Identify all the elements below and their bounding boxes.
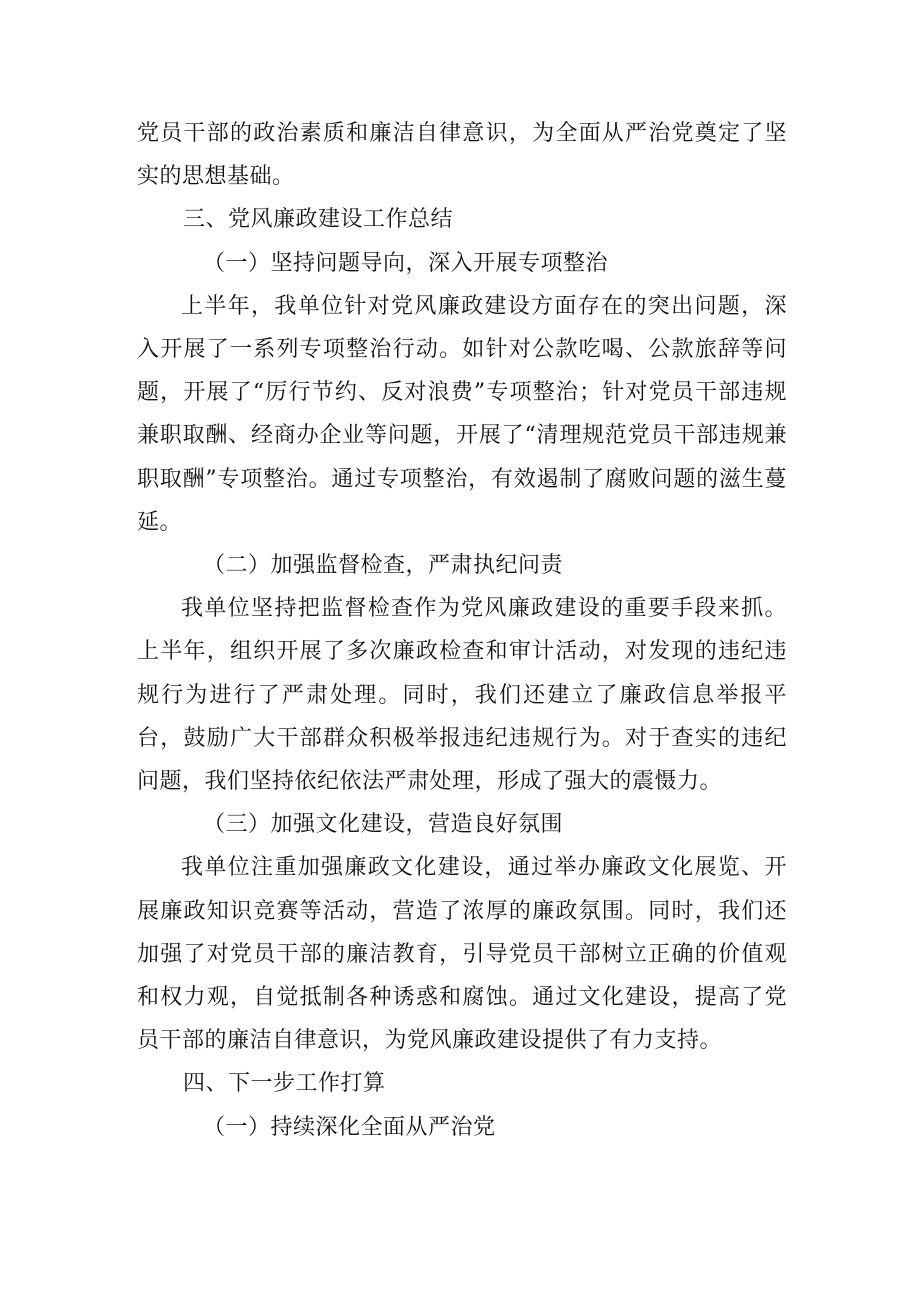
body-paragraph-3-2: 我单位坚持把监督检查作为党风廉政建设的重要手段来抓。上半年，组织开展了多次廉政检查和审计活动，对发现的违纪违规行为进行了严肃处理。同时，我们还建立了廉政信息举报平台，鼓励广大干部群众积极举报违纪违规行为。对于查实的违纪问题，我们坚持依纪依法严肃处理，形成了强大的震慑力。 [137,596,787,795]
section-heading-3: 三、党风廉政建设工作总结 [183,207,454,233]
subheading-3-1: （一）坚持问题导向，深入开展专项整治 [203,250,609,276]
document-body [137,112,787,1149]
subheading-3-2: （二）加强监督检查，严肃执纪问责 [203,553,564,579]
body-paragraph-3-1: 上半年，我单位针对党风廉政建设方面存在的突出问题，深入开展了一系列专项整治行动。如针对公款吃喝、公款旅辞等问题，开展了“厉行节约、反对浪费”专项整治；针对党员干部违规兼职取酬、经商办企业等问题，开展了“清理规范党员干部违规兼职取酬”专项整治。通过专项整治，有效遏制了腐败问题的滋生蔓延。 [137,293,787,535]
section-heading-4: 四、下一步工作打算 [183,1071,386,1097]
continuation-paragraph: 党员干部的政治素质和廉洁自律意识，为全面从严治党奠定了坚实的思想基础。 [137,121,787,190]
subheading-4-1: （一）持续深化全面从严治党 [203,1114,496,1140]
subheading-3-3: （三）加强文化建设，营造良好氛围 [203,812,564,838]
body-paragraph-3-3: 我单位注重加强廉政文化建设，通过举办廉政文化展览、开展廉政知识竞赛等活动，营造了浓厚的廉政氛围。同时，我们还加强了对党员干部的廉洁教育，引导党员干部树立正确的价值观和权力观，自觉抵制各种诱惑和腐蚀。通过文化建设，提高了党员干部的廉洁自律意识，为党风廉政建设提供了有力支持。 [137,855,787,1054]
